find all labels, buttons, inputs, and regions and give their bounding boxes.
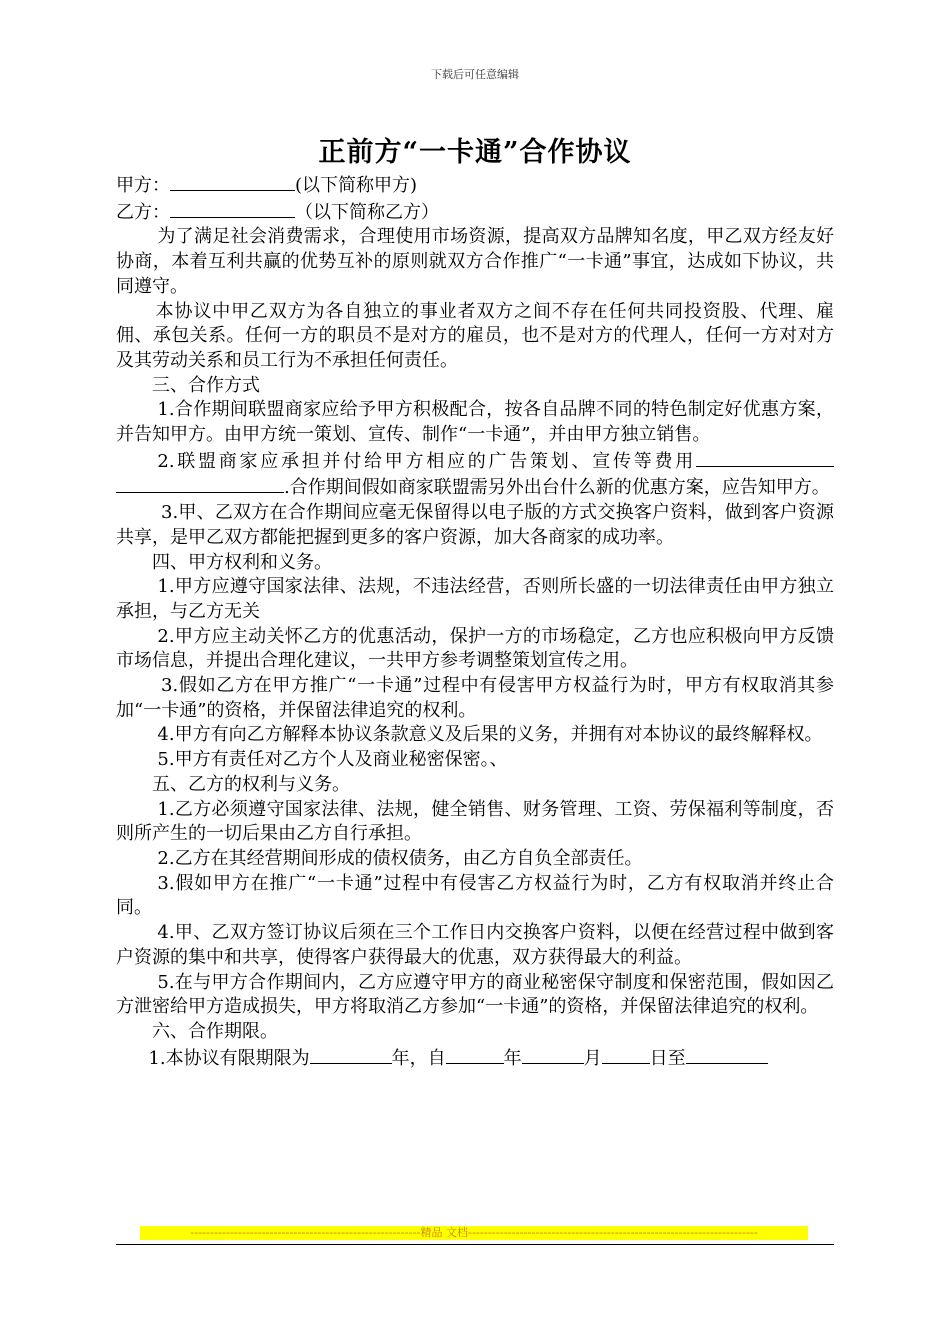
party-b-line: 乙方： （以下简称乙方）: [116, 199, 834, 226]
section-4-item-1: 1.甲方应遵守国家法律、法规，不违法经营，否则所长盛的一切法律责任由甲方独立承担，与乙方无关: [116, 576, 834, 622]
footer-banner: ----------------------------------------------------------精品 文档-------------------------------------------------------------------------: [140, 1226, 808, 1240]
fee-blank-1: [696, 448, 834, 467]
intro-paragraph-1: 为了满足社会消费需求，合理使用市场资源，提高双方品牌知名度，甲乙双方经友好协商，本着互利共赢的优势互补的原则就双方合作推广“一卡通”事宜，达成如下协议，共同遵守。: [116, 226, 834, 297]
section-5-item-1: 1.乙方必须遵守国家法律、法规，健全销售、财务管理、工资、劳保福利等制度，否则所产生的一切后果由乙方自行承担。: [116, 798, 834, 845]
party-a-blank: [170, 172, 295, 191]
section-4-item-4: 4.甲方有向乙方解释本协议条款意义及后果的义务，并拥有对本协议的最终解释权。: [157, 724, 823, 746]
section-3-heading: 三、合作方式: [152, 374, 260, 396]
section-3-item-1: 1.合作期间联盟商家应给予甲方积极配合，按各自品牌不同的特色制定好优惠方案，并告知甲方。由甲方统一策划、宣传、制作“一卡通”，并由甲方独立销售。: [116, 399, 834, 446]
section-3-item-3: 3.甲、乙双方在合作期间应毫无保留得以电子版的方式交换客户资料，做到客户资源共享，是甲乙双方都能把握到更多的客户资源，加大各商家的成功率。: [116, 502, 834, 548]
section-3-item-2: 2.联盟商家应承担并付给甲方相应的广告策划、宣传等费用.合作期间假如商家联盟需另外出台什么新的优惠方案，应告知甲方。: [116, 448, 834, 501]
section-5-item-4: 4.甲、乙双方签订协议后须在三个工作日内交换客户资料，以便在经营过程中做到客户资源的集中和共享，使得客户获得最大的优惠，双方获得最大的利益。: [116, 922, 834, 968]
section-5-heading: 五、乙方的权利与义务。: [152, 773, 350, 795]
document-body: [116, 172, 834, 1071]
page-header: 下载后可任意编辑: [431, 68, 519, 81]
section-4-item-3: 3.假如乙方在甲方推广“一卡通”过程中有侵害甲方权益行为时，甲方有权取消其参加“一卡通”的资格，并保留法律追究的权利。: [116, 675, 834, 721]
section-4-item-5: 5.甲方有责任对乙方个人及商业秘密保密。、: [157, 749, 508, 771]
section-5-item-5: 5.在与甲方合作期间内，乙方应遵守甲方的商业秘密保守制度和保密范围，假如因乙方泄密给甲方造成损失，甲方将取消乙方参加“一卡通”的资格，并保留法律追究的权利。: [116, 971, 834, 1018]
party-a-line: 甲方： (以下简称甲方): [116, 172, 834, 199]
end-blank: [686, 1045, 768, 1064]
start-day-blank: [602, 1045, 650, 1064]
section-6-item-1: 1.本协议有限期限为 年，自 年 月 日至: [116, 1045, 834, 1072]
fee-blank-2: [116, 474, 284, 493]
footer-divider: [116, 1244, 834, 1245]
section-5-item-2: 2.乙方在其经营期间形成的债权债务，由乙方自负全部责任。: [157, 847, 643, 869]
section-5-item-3: 3.假如甲方在推广“一卡通”过程中有侵害乙方权益行为时，乙方有权取消并终止合同。: [116, 872, 834, 919]
section-6-heading: 六、合作期限。: [152, 1020, 278, 1042]
section-4-heading: 四、甲方权利和义务。: [152, 551, 332, 573]
party-b-blank: [170, 199, 295, 218]
intro-paragraph-2: 本协议中甲乙双方为各自独立的事业者双方之间不存在任何共同投资股、代理、雇佣、承包关系。任何一方的职员不是对方的雇员，也不是对方的代理人，任何一方对对方及其劳动关系和员工行为不承担任何责任。: [116, 300, 834, 371]
section-4-item-2: 2.甲方应主动关怀乙方的优惠活动，保护一方的市场稳定，乙方也应积极向甲方反馈市场信息，并提出合理化建议，一共甲方参考调整策划宣传之用。: [116, 625, 834, 672]
start-year-blank: [446, 1045, 504, 1064]
document-title: 正前方“一卡通”合作协议: [318, 137, 632, 168]
start-month-blank: [522, 1045, 584, 1064]
term-blank: [310, 1045, 392, 1064]
